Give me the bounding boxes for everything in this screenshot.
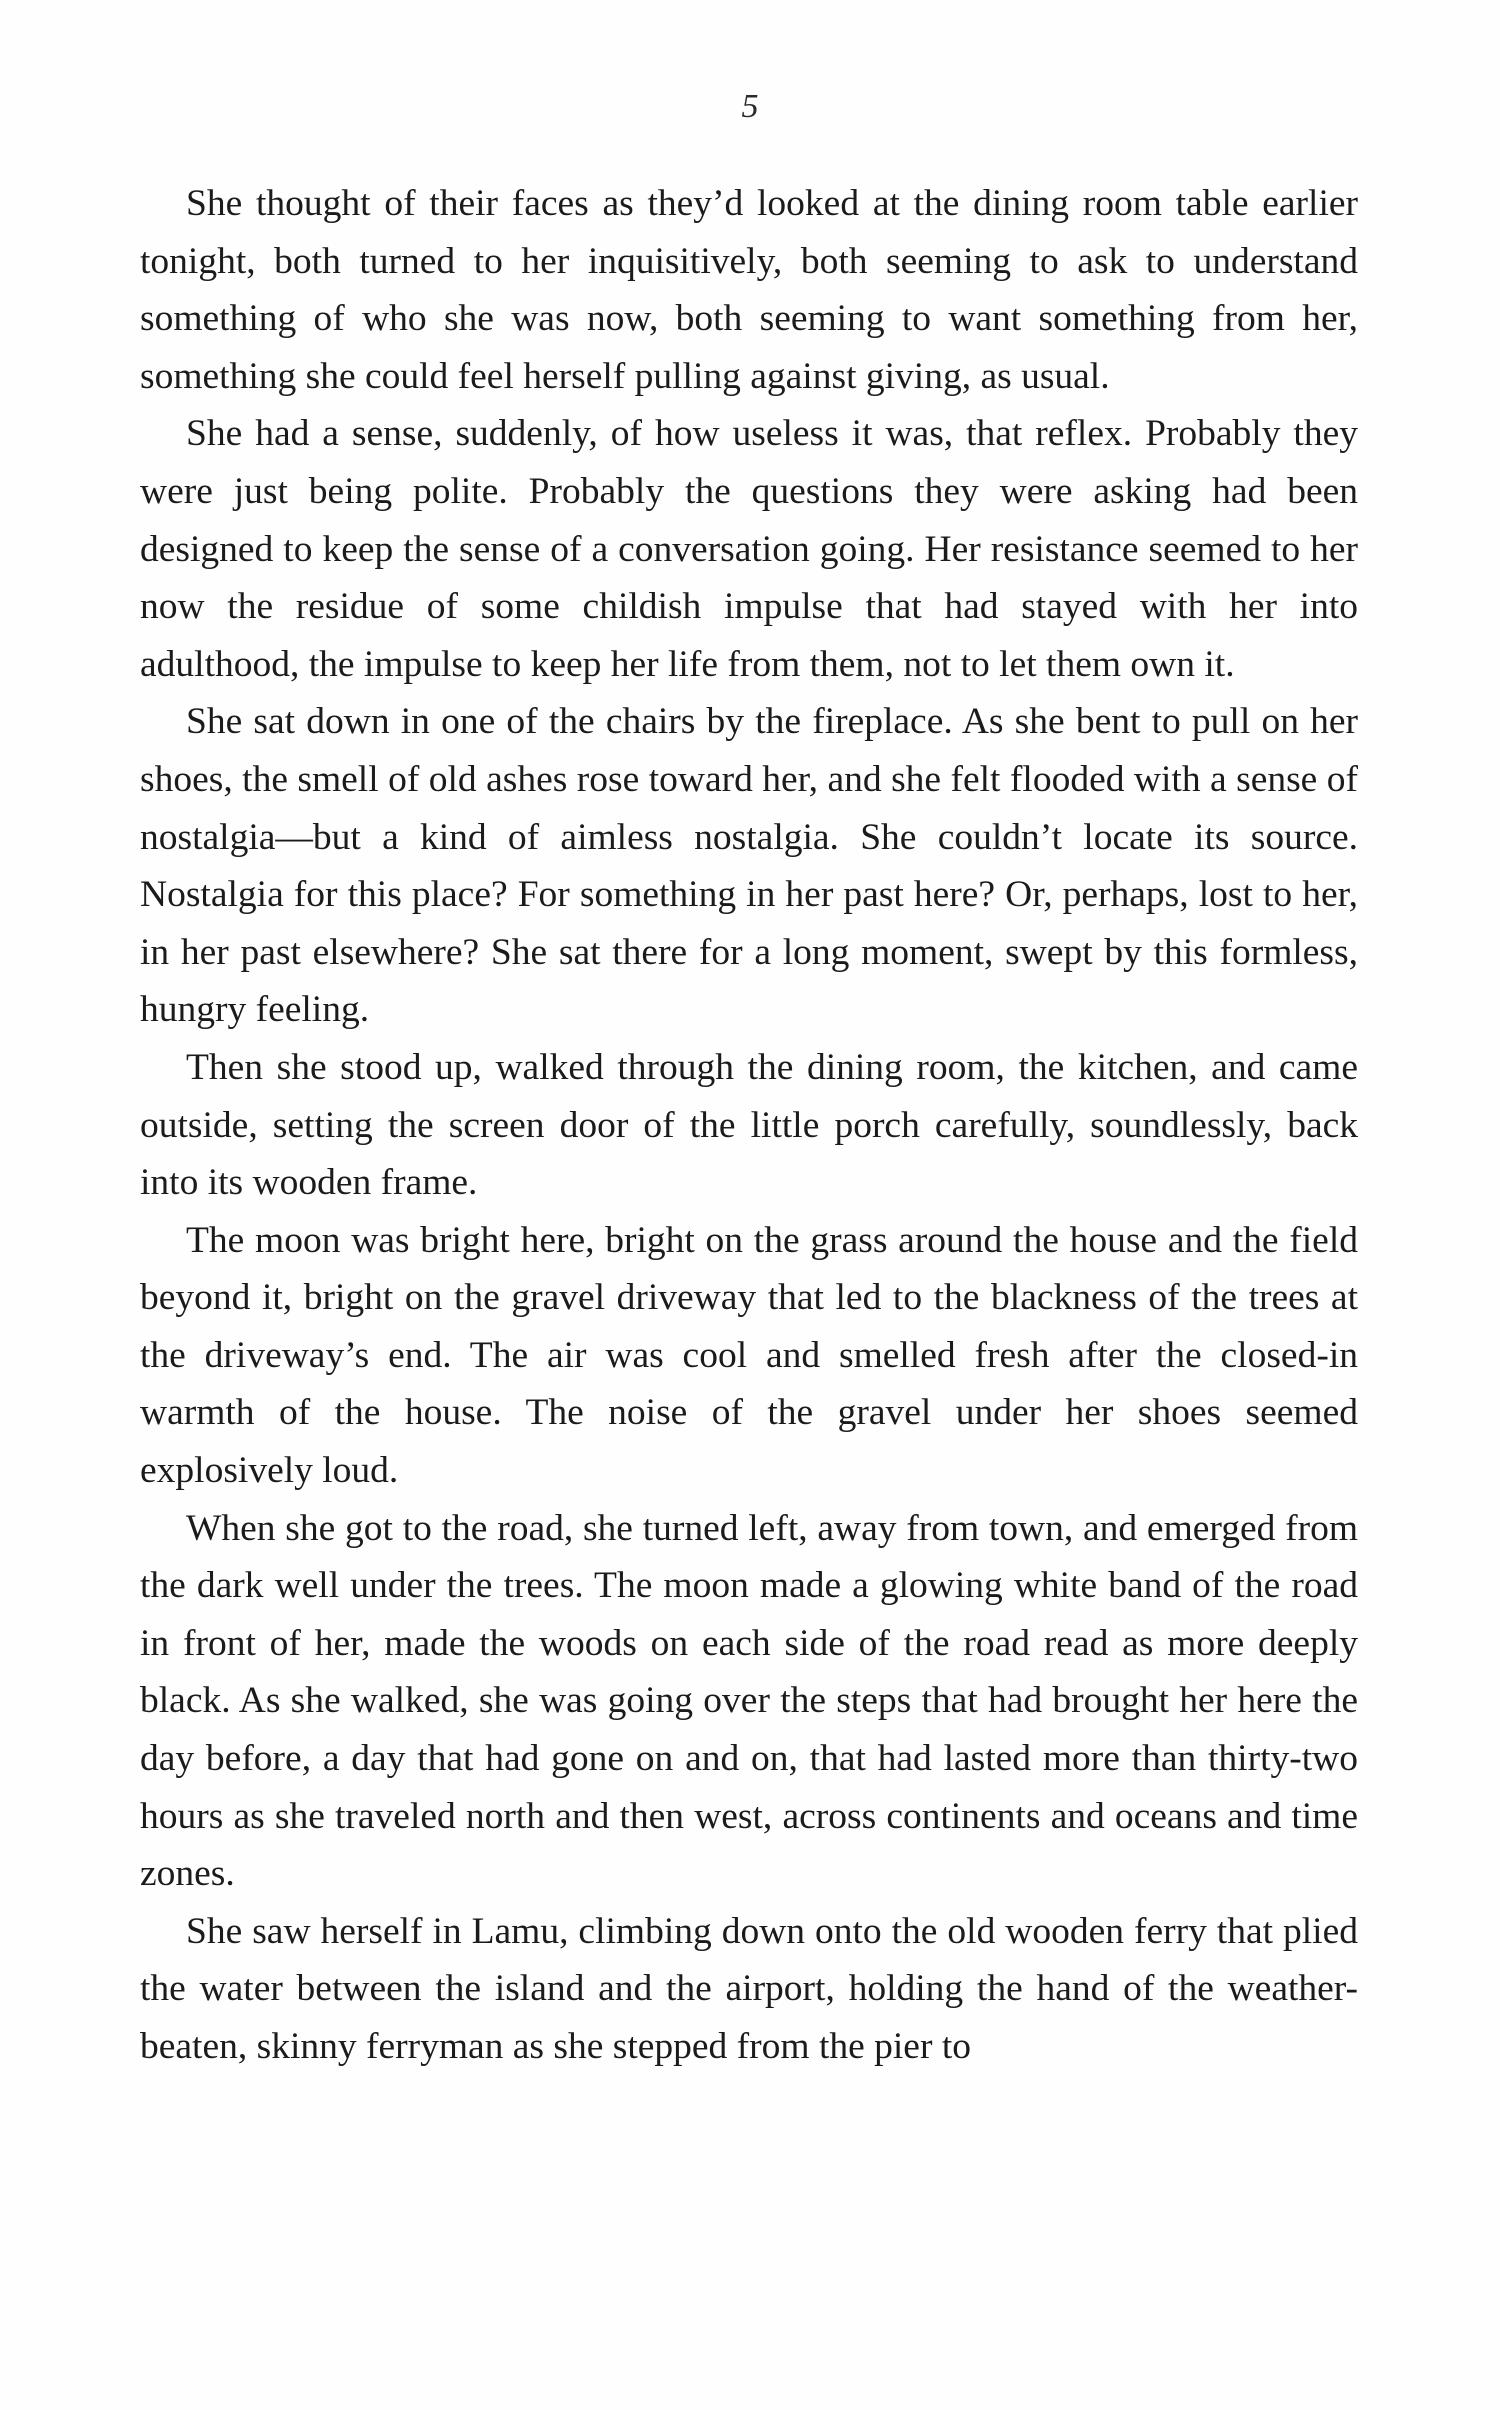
paragraph: She sat down in one of the chairs by the fireplace. As she bent to pull on her shoes, the smell of old ashes rose toward her, and she felt flooded with a sense of nostalgia—but a kind of aimless nostalgia. She couldn’t locate its source. Nostalgia for this place? For something in her past here? Or, perhaps, lost to her, in her past elsewhere? She sat there for a long moment, swept by this formless, hungry feeling.: [140, 701, 1358, 1031]
paragraph: The moon was bright here, bright on the grass around the house and the field beyond it, bright on the gravel driveway that led to the blackness of the trees at the driveway’s end. The air was cool and smelled fresh after the closed-in warmth of the house. The noise of the gravel under her shoes seemed explosively loud.: [140, 1219, 1358, 1492]
paragraph: She had a sense, suddenly, of how useless it was, that reflex. Probably they were just being polite. Probably the questions they were asking had been designed to keep the sense of a conversation going. Her resistance seemed to her now the residue of some childish impulse that had stayed with her into adulthood, the impulse to keep her life from them, not to let them own it.: [140, 413, 1358, 685]
page-number: 5: [741, 88, 759, 125]
paragraph: When she got to the road, she turned left, away from town, and emerged from the dark well under the trees. The moon made a glowing white band of the road in front of her, made the woods on each side of the road read as more deeply black. As she walked, she was going over the steps that had brought her here the day before, a day that had gone on and on, that had lasted more than thirty-two hours as she traveled north and then west, across continents and oceans and time zones.: [140, 1507, 1358, 1895]
paragraph: She saw herself in Lamu, climbing down onto the old wooden ferry that plied the water between the island and the airport, holding the hand of the weather-beaten, skinny ferryman as she stepped from the pier to: [140, 1910, 1358, 2067]
body-text: [140, 175, 1358, 2076]
paragraph: Then she stood up, walked through the dining room, the kitchen, and came outside, setting the screen door of the little porch carefully, soundlessly, back into its wooden frame.: [140, 1046, 1358, 1204]
paragraph: She thought of their faces as they’d looked at the dining room table earlier tonight, both turned to her inquisitively, both seeming to ask to understand something of who she was now, both seeming to want something from her, something she could feel herself pulling against giving, as usual.: [140, 183, 1358, 397]
